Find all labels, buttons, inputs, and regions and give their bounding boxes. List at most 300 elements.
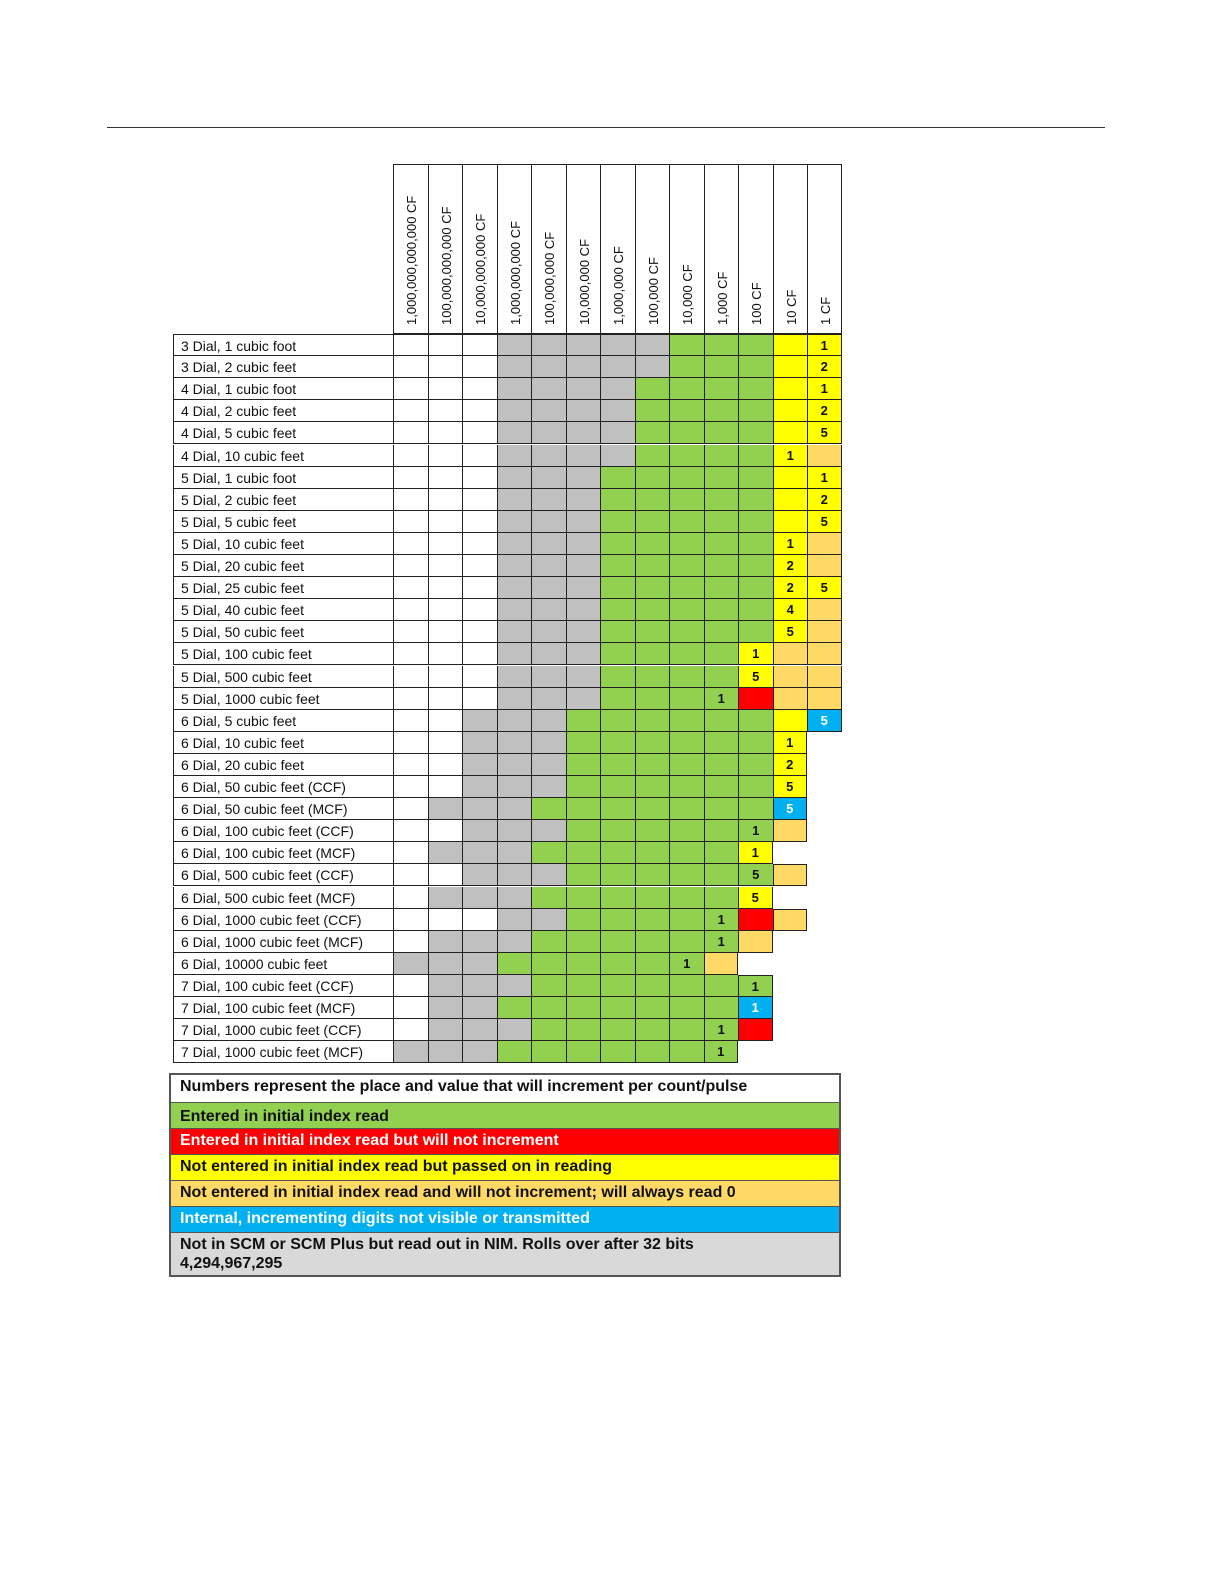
table-cell: [462, 599, 497, 621]
table-cell: 1: [669, 953, 704, 975]
column-header: [497, 164, 532, 334]
table-cell: [738, 599, 773, 621]
column-header-label: 100,000,000 CF: [542, 231, 557, 325]
table-cell: 1: [704, 688, 739, 710]
table-cell: [462, 688, 497, 710]
table-cell: [462, 555, 497, 577]
legend: [169, 1073, 841, 1277]
table-cell: [635, 732, 670, 754]
table-cell: [807, 555, 842, 577]
table-cell: [600, 511, 635, 533]
row-label: 6 Dial, 20 cubic feet: [173, 754, 393, 776]
column-header-label: 10,000,000,000 CF: [473, 213, 488, 325]
table-cell: [704, 445, 739, 467]
table-cell: [462, 798, 497, 820]
table-cell: [635, 533, 670, 555]
table-cell: 1: [738, 643, 773, 665]
column-header-label: 1,000 CF: [714, 271, 730, 325]
table-cell: [600, 798, 635, 820]
table-cell: [462, 953, 497, 975]
table-cell: [635, 643, 670, 665]
row-label: 5 Dial, 50 cubic feet: [173, 621, 393, 643]
table-cell: [428, 599, 463, 621]
table-cell: 1: [738, 820, 773, 842]
table-cell: 2: [807, 489, 842, 511]
table-cell: [704, 422, 739, 444]
column-header: [566, 164, 601, 334]
table-cell: [669, 864, 704, 886]
page-header-rule: [107, 127, 1105, 128]
table-cell: [497, 953, 532, 975]
table-cell: [669, 356, 704, 378]
table-cell: [600, 621, 635, 643]
table-cell: [497, 599, 532, 621]
row-label: 6 Dial, 100 cubic feet (CCF): [173, 820, 393, 842]
table-cell: [462, 334, 497, 356]
table-cell: [773, 688, 808, 710]
table-cell: [497, 356, 532, 378]
table-cell: [635, 953, 670, 975]
table-cell: [531, 489, 566, 511]
table-cell: [635, 356, 670, 378]
table-cell: [428, 555, 463, 577]
table-cell: [566, 356, 601, 378]
table-cell: [566, 555, 601, 577]
table-cell: [497, 555, 532, 577]
table-cell: [497, 754, 532, 776]
column-header-label: 1,000,000 CF: [611, 246, 626, 325]
table-cell: [773, 710, 808, 732]
table-cell: [566, 798, 601, 820]
table-cell: [773, 820, 808, 842]
table-cell: [704, 555, 739, 577]
table-cell: [393, 599, 428, 621]
table-cell: [462, 909, 497, 931]
table-cell: [393, 555, 428, 577]
table-cell: [531, 1041, 566, 1063]
table-cell: [566, 688, 601, 710]
table-cell: [566, 400, 601, 422]
row-label: 7 Dial, 1000 cubic feet (MCF): [173, 1041, 393, 1063]
table-cell: [669, 621, 704, 643]
table-cell: [635, 909, 670, 931]
table-cell: [566, 754, 601, 776]
column-header: [773, 164, 808, 334]
column-header: [635, 164, 670, 334]
table-cell: [531, 666, 566, 688]
table-cell: [428, 511, 463, 533]
table-cell: [428, 909, 463, 931]
table-cell: [738, 445, 773, 467]
row-label: 6 Dial, 500 cubic feet (MCF): [173, 887, 393, 909]
table-cell: [428, 931, 463, 953]
table-cell: [635, 997, 670, 1019]
legend-gray-line2: 4,294,967,295: [180, 1255, 283, 1272]
table-cell: [428, 732, 463, 754]
legend-gray-line1: Not in SCM or SCM Plus but read out in NIM. Rolls over after 32 bits: [180, 1236, 694, 1253]
row-label: 6 Dial, 50 cubic feet (MCF): [173, 798, 393, 820]
table-cell: [807, 445, 842, 467]
table-cell: [393, 511, 428, 533]
legend-green: Entered in initial index read: [171, 1103, 839, 1129]
table-cell: [600, 887, 635, 909]
table-cell: [738, 356, 773, 378]
table-cell: [531, 997, 566, 1019]
table-cell: [393, 909, 428, 931]
table-cell: [704, 864, 739, 886]
table-cell: [428, 688, 463, 710]
table-cell: [738, 621, 773, 643]
table-cell: [497, 489, 532, 511]
table-cell: [704, 798, 739, 820]
table-cell: [531, 400, 566, 422]
table-cell: [462, 511, 497, 533]
table-cell: [704, 842, 739, 864]
table-cell: [704, 710, 739, 732]
table-cell: [600, 533, 635, 555]
table-cell: 2: [773, 555, 808, 577]
table-cell: [600, 378, 635, 400]
table-cell: [600, 688, 635, 710]
table-cell: [704, 577, 739, 599]
table-cell: [600, 710, 635, 732]
column-header: [738, 164, 773, 334]
table-cell: [393, 776, 428, 798]
table-cell: [428, 666, 463, 688]
table-cell: [531, 1019, 566, 1041]
table-cell: [566, 666, 601, 688]
table-cell: [600, 864, 635, 886]
table-cell: [566, 445, 601, 467]
table-cell: [635, 931, 670, 953]
table-cell: [600, 820, 635, 842]
table-cell: [773, 666, 808, 688]
table-cell: [462, 577, 497, 599]
table-cell: [669, 710, 704, 732]
table-cell: [738, 555, 773, 577]
table-cell: [566, 887, 601, 909]
table-cell: [566, 1041, 601, 1063]
table-cell: [393, 1019, 428, 1041]
table-cell: [566, 643, 601, 665]
table-cell: [566, 533, 601, 555]
table-cell: [531, 953, 566, 975]
legend-orange: Not entered in initial index read and will not increment; will always read 0: [171, 1181, 839, 1207]
table-cell: [669, 599, 704, 621]
table-cell: [393, 754, 428, 776]
table-cell: [635, 555, 670, 577]
table-cell: [704, 621, 739, 643]
table-cell: [531, 975, 566, 997]
table-cell: [428, 953, 463, 975]
table-cell: [428, 842, 463, 864]
table-cell: [428, 378, 463, 400]
table-cell: [566, 732, 601, 754]
table-cell: [497, 334, 532, 356]
table-cell: [393, 953, 428, 975]
table-cell: 1: [807, 334, 842, 356]
row-label: 6 Dial, 50 cubic feet (CCF): [173, 776, 393, 798]
table-cell: [738, 798, 773, 820]
table-cell: [531, 754, 566, 776]
table-cell: [600, 400, 635, 422]
table-cell: [428, 997, 463, 1019]
table-cell: [497, 643, 532, 665]
table-cell: [497, 931, 532, 953]
table-cell: [635, 820, 670, 842]
table-cell: [669, 776, 704, 798]
column-header: [462, 164, 497, 334]
table-cell: [635, 511, 670, 533]
table-cell: [704, 997, 739, 1019]
table-cell: 1: [807, 378, 842, 400]
row-label: 6 Dial, 500 cubic feet (CCF): [173, 864, 393, 886]
table-cell: [704, 975, 739, 997]
table-cell: [428, 400, 463, 422]
table-cell: [704, 953, 739, 975]
table-cell: [462, 643, 497, 665]
column-header: [428, 164, 463, 334]
table-cell: [393, 533, 428, 555]
table-cell: [497, 577, 532, 599]
table-cell: [738, 931, 773, 953]
table-cell: [497, 422, 532, 444]
row-label: 4 Dial, 10 cubic feet: [173, 445, 393, 467]
table-cell: [704, 467, 739, 489]
table-cell: [669, 975, 704, 997]
table-cell: 1: [807, 467, 842, 489]
column-header-label: 100,000,000,000 CF: [438, 206, 454, 325]
table-cell: [531, 776, 566, 798]
table-cell: [428, 577, 463, 599]
table-cell: [635, 621, 670, 643]
table-cell: [704, 378, 739, 400]
table-cell: [773, 356, 808, 378]
table-cell: [669, 931, 704, 953]
table-cell: 2: [773, 754, 808, 776]
table-cell: [738, 577, 773, 599]
table-cell: [669, 577, 704, 599]
table-cell: [566, 864, 601, 886]
row-label: 4 Dial, 5 cubic feet: [173, 422, 393, 444]
table-cell: [773, 378, 808, 400]
table-cell: [497, 820, 532, 842]
table-cell: [807, 666, 842, 688]
table-cell: [462, 997, 497, 1019]
table-cell: [462, 776, 497, 798]
row-label: 5 Dial, 20 cubic feet: [173, 555, 393, 577]
table-cell: [635, 754, 670, 776]
table-cell: [462, 489, 497, 511]
table-cell: [462, 820, 497, 842]
table-cell: [669, 997, 704, 1019]
table-cell: [393, 864, 428, 886]
table-cell: [428, 445, 463, 467]
row-label: 6 Dial, 100 cubic feet (MCF): [173, 842, 393, 864]
table-cell: [393, 842, 428, 864]
table-cell: [566, 1019, 601, 1041]
table-cell: [635, 688, 670, 710]
table-cell: [462, 1019, 497, 1041]
table-cell: [635, 975, 670, 997]
table-cell: [393, 621, 428, 643]
table-cell: 5: [738, 887, 773, 909]
table-cell: [428, 356, 463, 378]
legend-red: Entered in initial index read but will not increment: [171, 1129, 839, 1155]
table-cell: [704, 489, 739, 511]
table-cell: [669, 511, 704, 533]
table-cell: [704, 776, 739, 798]
table-cell: [566, 467, 601, 489]
table-cell: [635, 666, 670, 688]
table-cell: [566, 842, 601, 864]
table-cell: [738, 754, 773, 776]
column-header: [704, 164, 739, 334]
table-cell: [704, 356, 739, 378]
table-cell: [738, 334, 773, 356]
table-cell: [566, 776, 601, 798]
table-cell: 5: [773, 621, 808, 643]
table-cell: [393, 356, 428, 378]
table-cell: [600, 489, 635, 511]
table-cell: [566, 577, 601, 599]
table-cell: 5: [773, 776, 808, 798]
table-cell: [428, 643, 463, 665]
table-cell: [600, 356, 635, 378]
table-cell: [393, 975, 428, 997]
table-cell: [531, 555, 566, 577]
table-cell: [531, 820, 566, 842]
table-cell: [393, 688, 428, 710]
table-cell: [531, 445, 566, 467]
table-cell: 1: [773, 445, 808, 467]
table-cell: [462, 887, 497, 909]
table-cell: [738, 1019, 773, 1041]
column-header: [669, 164, 704, 334]
table-cell: [462, 864, 497, 886]
row-label: 5 Dial, 500 cubic feet: [173, 666, 393, 688]
table-cell: [600, 467, 635, 489]
table-cell: [635, 776, 670, 798]
table-cell: [635, 599, 670, 621]
table-cell: [428, 776, 463, 798]
table-cell: [738, 909, 773, 931]
column-header: [600, 164, 635, 334]
table-cell: [669, 1041, 704, 1063]
table-cell: [669, 533, 704, 555]
table-cell: [566, 511, 601, 533]
table-cell: [704, 511, 739, 533]
table-cell: [497, 1019, 532, 1041]
table-cell: [497, 688, 532, 710]
table-cell: [738, 732, 773, 754]
table-cell: [497, 378, 532, 400]
table-cell: [669, 666, 704, 688]
table-cell: [807, 643, 842, 665]
table-cell: 4: [773, 599, 808, 621]
table-cell: [393, 643, 428, 665]
table-cell: [738, 710, 773, 732]
table-cell: [669, 1019, 704, 1041]
table-cell: 5: [807, 577, 842, 599]
table-cell: [393, 422, 428, 444]
table-cell: [497, 445, 532, 467]
legend-yellow: Not entered in initial index read but passed on in reading: [171, 1155, 839, 1181]
table-cell: [738, 533, 773, 555]
table-cell: [531, 422, 566, 444]
row-label: 3 Dial, 2 cubic feet: [173, 356, 393, 378]
table-cell: [393, 820, 428, 842]
table-cell: [600, 643, 635, 665]
table-cell: [566, 997, 601, 1019]
table-cell: 5: [738, 864, 773, 886]
table-cell: [531, 533, 566, 555]
column-header-label: 100,000 CF: [645, 257, 661, 325]
table-cell: 1: [704, 909, 739, 931]
table-cell: [635, 489, 670, 511]
table-cell: [635, 864, 670, 886]
table-cell: [428, 754, 463, 776]
table-cell: [393, 445, 428, 467]
table-cell: [704, 666, 739, 688]
table-cell: [531, 577, 566, 599]
row-label: 6 Dial, 10 cubic feet: [173, 732, 393, 754]
row-label: 5 Dial, 25 cubic feet: [173, 577, 393, 599]
table-cell: [635, 378, 670, 400]
table-cell: [393, 334, 428, 356]
table-cell: [635, 1041, 670, 1063]
table-cell: [600, 555, 635, 577]
table-cell: [635, 887, 670, 909]
table-cell: [704, 334, 739, 356]
table-cell: [738, 400, 773, 422]
table-cell: [393, 489, 428, 511]
table-cell: [600, 445, 635, 467]
table-cell: 1: [704, 1019, 739, 1041]
row-label: 4 Dial, 1 cubic foot: [173, 378, 393, 400]
table-cell: 5: [807, 422, 842, 444]
table-cell: [462, 710, 497, 732]
table-cell: [704, 887, 739, 909]
table-cell: [669, 400, 704, 422]
table-cell: [635, 400, 670, 422]
table-cell: [531, 710, 566, 732]
table-cell: [462, 754, 497, 776]
table-cell: [531, 378, 566, 400]
column-header: [807, 164, 842, 334]
table-cell: [497, 776, 532, 798]
table-cell: [704, 643, 739, 665]
table-cell: [393, 931, 428, 953]
table-cell: [600, 422, 635, 444]
table-cell: [669, 555, 704, 577]
table-cell: [566, 599, 601, 621]
column-header: [531, 164, 566, 334]
table-cell: [600, 599, 635, 621]
table-cell: [566, 334, 601, 356]
table-cell: 5: [738, 666, 773, 688]
table-cell: [600, 953, 635, 975]
table-cell: [497, 621, 532, 643]
column-header-label: 10,000 CF: [680, 264, 695, 325]
table-cell: [531, 931, 566, 953]
column-header-label: 1,000,000,000,000 CF: [404, 195, 419, 325]
table-cell: [669, 798, 704, 820]
table-cell: [497, 864, 532, 886]
table-cell: [428, 489, 463, 511]
table-cell: [393, 732, 428, 754]
table-cell: [497, 975, 532, 997]
